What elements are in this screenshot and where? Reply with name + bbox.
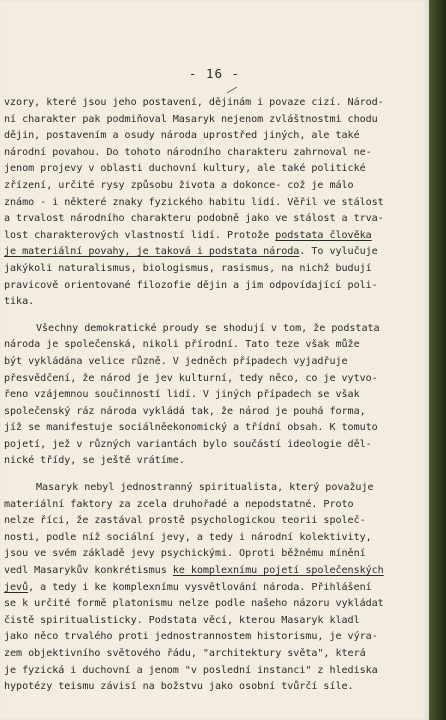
text-line [4, 112, 424, 129]
text-line [4, 437, 424, 454]
line-text: být vykládána velice různě. V jedněch případech vyjadřuje [4, 355, 348, 367]
text-line [4, 480, 424, 497]
line-text: čistě spiritualisticky. Podstata věcí, kterou Masaryk kladl [4, 614, 360, 626]
text-line [4, 497, 424, 514]
line-text: Masaryk nebyl jednostranný spiritualista, který považuje [36, 482, 374, 494]
text-line [4, 679, 424, 696]
text-line [4, 145, 424, 162]
underlined-text: je materiální povahy, je taková i podstata národa [4, 246, 300, 258]
line-text: jsou ve svém základě jevy psychickými. Oproti běžnému mínění [4, 548, 366, 560]
text-line [4, 244, 424, 261]
text-line [4, 530, 424, 547]
underlined-text: jevů [4, 581, 29, 593]
text-line [4, 596, 424, 613]
line-text: řeno vzájemnou součinností lidí. V jiných případech se však [4, 389, 360, 401]
text-line [4, 629, 424, 646]
line-text: nelze říci, že zastával prostě psychologickou teorii společ- [4, 515, 366, 527]
book-spine [429, 0, 446, 720]
line-text: pojetí, jež v různých variantách bylo součástí ideologie děl- [4, 438, 372, 450]
line-text: je fyzická i duchovní a jenom "v poslední instanci" z hlediska [4, 664, 378, 676]
text-line [4, 387, 424, 404]
line-text: , a tedy i ke komplexnímu vysvětlování národa. Přihlášení [28, 581, 372, 593]
text-line [4, 420, 424, 437]
line-text: ní charakter pak podmiňoval Masaryk nejenom zvláštnostmi chodu [4, 113, 378, 125]
text-line [4, 371, 424, 388]
line-text: přesvědčení, že národ je jev kulturní, tedy něco, co je vytvo- [4, 372, 378, 384]
line-text: národní povahou. Do tohoto národního charakteru zahrnoval ne- [4, 146, 372, 158]
text-line [4, 95, 424, 112]
line-text: národa je společenská, nikoli přírodní. Tato teze však může [4, 339, 360, 351]
line-text: nosti, podle níž sociální jevy, a tedy i národní kolektivity, [4, 531, 372, 543]
text-line [4, 613, 424, 630]
text-line [4, 211, 424, 228]
text-line [4, 261, 424, 278]
text-line [4, 453, 424, 470]
line-text: dějin, postavením a osudy národa uprostřed jiných, ale také [4, 130, 360, 142]
text-line [4, 321, 424, 338]
body-text [4, 95, 424, 696]
line-text: nické třídy, se ještě vrátíme. [4, 455, 185, 467]
text-line [4, 128, 424, 145]
text-line [4, 646, 424, 663]
text-line [4, 178, 424, 195]
underlined-text: ke komplexnímu pojetí společenských [172, 565, 384, 577]
line-text: známo - i některé znaky fyzického habitu lidí. Věřil ve stálost [4, 196, 384, 208]
text-line [4, 161, 424, 178]
page-number: - 16 - [188, 66, 241, 81]
line-text: jako něco trvalého proti jednostrannostem historismu, je výra- [4, 631, 378, 643]
line-text: tika. [4, 296, 35, 308]
line-text: vzory, které jsou jeho postavení, dějinám i povaze cizí. Národ- [4, 97, 384, 108]
text-line [4, 294, 424, 311]
line-text: a trvalost národního charakteru podobně jako ve stálost a trva- [4, 213, 384, 225]
line-text: pravicově orientované filozofie dějin a jim odpovídající poli- [4, 279, 378, 291]
line-text: Všechny demokratické proudy se shodují v tom, že podstata [36, 322, 380, 334]
text-line [4, 354, 424, 371]
pencil-mark [226, 86, 238, 94]
text-line [4, 580, 424, 597]
text-line [4, 563, 424, 580]
text-line [4, 513, 424, 530]
line-text: . To vylučuje [299, 246, 378, 258]
line-text: společenský ráz národa vykládá tak, že národ je pouhá forma, [4, 405, 366, 417]
text-line [4, 278, 424, 295]
paragraph [4, 95, 424, 311]
line-text: zřízení, určité rysy způsobu života a dokonce- což je málo [4, 179, 354, 191]
text-line [4, 228, 424, 245]
paragraph [4, 321, 424, 470]
line-text: lost charakterových vlastností lidí. Protože [4, 229, 276, 241]
line-text: jenom projevy v oblasti duchovní kultury, ale také politické [4, 163, 366, 175]
line-text: zem objektivního světového řádu, "architektury světa", která [4, 648, 366, 659]
line-text: hypotézy teismu závisí na božstvu jako osobní tvůrčí síle. [4, 681, 354, 693]
paragraph [4, 480, 424, 696]
text-line [4, 546, 424, 563]
line-text: materiální faktory za zcela druhořadé a nepodstatné. Proto [4, 498, 354, 510]
text-line [4, 663, 424, 680]
line-text: jíž se manifestuje sociálněekonomický a třídní obsah. K tomuto [4, 422, 378, 434]
line-text: se k určité formě platonismu nelze podle našeho názoru vykládat [4, 598, 384, 610]
line-text: jakýkoli naturalismus, biologismus, rasismus, na nichž budují [4, 262, 372, 274]
underlined-text: podstata člověka [275, 229, 372, 241]
text-line [4, 337, 424, 354]
line-text: vedl Masarykův konkrétismus [4, 565, 173, 577]
text-line [4, 404, 424, 421]
text-line [4, 195, 424, 212]
